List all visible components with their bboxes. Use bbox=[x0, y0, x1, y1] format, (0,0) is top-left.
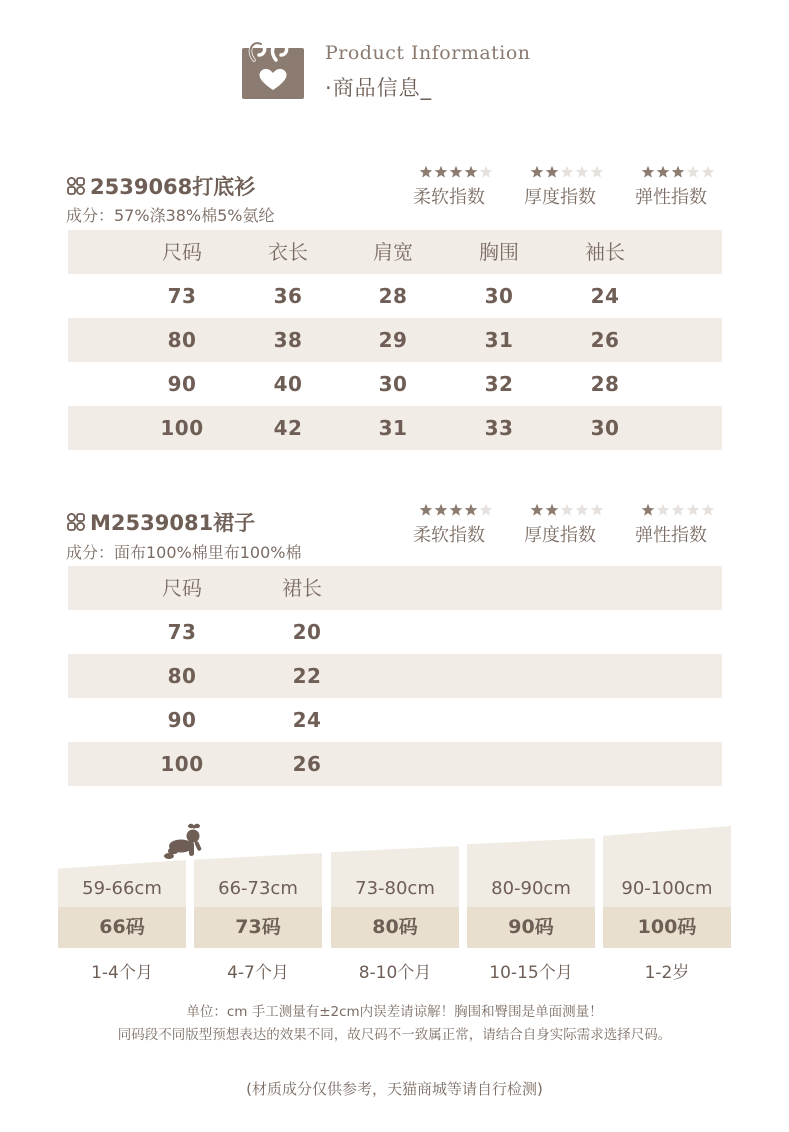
table-row bbox=[68, 698, 722, 742]
star-empty-icon bbox=[590, 503, 604, 517]
step-code: 66码 bbox=[99, 916, 145, 938]
star-filled-icon bbox=[545, 503, 559, 517]
star-filled-icon bbox=[656, 165, 670, 179]
step-age: 1-2岁 bbox=[644, 963, 690, 983]
star-rating bbox=[635, 503, 735, 518]
header-title-zh: ·商品信息_ bbox=[325, 76, 433, 100]
step-range: 90-100cm bbox=[621, 878, 713, 899]
star-empty-icon bbox=[479, 165, 493, 179]
table-header-row bbox=[68, 566, 722, 610]
table-cell: 26 bbox=[292, 752, 322, 776]
size-step bbox=[194, 850, 322, 983]
step-code: 90码 bbox=[508, 916, 554, 938]
star-filled-icon bbox=[464, 165, 478, 179]
table-row bbox=[68, 362, 722, 406]
index-softness bbox=[413, 503, 513, 547]
star-filled-icon bbox=[434, 165, 448, 179]
product-title-text: 2539068打底衫 bbox=[90, 175, 256, 199]
col-header: 衣长 bbox=[268, 240, 308, 264]
index-thickness bbox=[524, 165, 624, 209]
step-age: 1-4个月 bbox=[91, 963, 153, 983]
table-cell: 32 bbox=[484, 372, 514, 396]
col-header: 尺码 bbox=[162, 240, 202, 264]
size-step bbox=[331, 850, 459, 983]
size-table-top bbox=[68, 230, 722, 450]
table-cell: 42 bbox=[273, 416, 303, 440]
step-range: 80-90cm bbox=[491, 878, 571, 899]
table-cell: 38 bbox=[273, 328, 303, 352]
table-cell: 28 bbox=[590, 372, 620, 396]
size-step bbox=[467, 850, 595, 983]
product-title bbox=[66, 171, 255, 201]
star-empty-icon bbox=[560, 165, 574, 179]
table-cell: 80 bbox=[167, 328, 197, 352]
index-elasticity bbox=[635, 165, 735, 209]
note-unit: 单位：cm 手工测量有±2cm内误差请谅解！胸围和臀围是单面测量！ bbox=[186, 1004, 603, 1020]
star-filled-icon bbox=[671, 165, 685, 179]
star-rating bbox=[413, 165, 513, 180]
star-empty-icon bbox=[656, 503, 670, 517]
table-cell: 36 bbox=[273, 284, 303, 308]
index-label: 弹性指数 bbox=[635, 187, 707, 208]
index-label: 柔软指数 bbox=[413, 525, 485, 546]
table-cell: 31 bbox=[484, 328, 514, 352]
table-cell: 90 bbox=[167, 372, 197, 396]
star-rating bbox=[635, 165, 735, 180]
star-filled-icon bbox=[434, 503, 448, 517]
col-header: 裙长 bbox=[282, 576, 322, 600]
table-row bbox=[68, 610, 722, 654]
col-header: 肩宽 bbox=[373, 240, 413, 264]
star-filled-icon bbox=[530, 503, 544, 517]
product-composition: 成分：面布100%棉里布100%棉 bbox=[66, 543, 302, 562]
step-range: 59-66cm bbox=[82, 878, 162, 899]
table-cell: 29 bbox=[378, 328, 408, 352]
step-code: 80码 bbox=[372, 916, 418, 938]
product-title bbox=[66, 507, 255, 537]
star-empty-icon bbox=[686, 503, 700, 517]
index-label: 厚度指数 bbox=[524, 187, 596, 208]
table-header-row bbox=[68, 230, 722, 274]
index-label: 厚度指数 bbox=[524, 525, 596, 546]
table-row bbox=[68, 318, 722, 362]
table-cell: 73 bbox=[167, 620, 197, 644]
star-empty-icon bbox=[575, 165, 589, 179]
table-cell: 24 bbox=[590, 284, 620, 308]
footer-disclaimer: (材质成分仅供参考，天猫商城等请自行检测) bbox=[246, 1080, 543, 1098]
star-filled-icon bbox=[641, 503, 655, 517]
star-filled-icon bbox=[545, 165, 559, 179]
step-range: 66-73cm bbox=[218, 878, 298, 899]
star-empty-icon bbox=[671, 503, 685, 517]
table-cell: 30 bbox=[484, 284, 514, 308]
star-rating bbox=[524, 165, 624, 180]
size-step bbox=[58, 850, 186, 983]
table-cell: 33 bbox=[484, 416, 514, 440]
product-title-text: M2539081裙子 bbox=[90, 511, 256, 535]
star-filled-icon bbox=[449, 503, 463, 517]
table-cell: 22 bbox=[292, 664, 322, 688]
index-elasticity bbox=[635, 503, 735, 547]
star-empty-icon bbox=[701, 503, 715, 517]
star-empty-icon bbox=[590, 165, 604, 179]
star-filled-icon bbox=[464, 503, 478, 517]
star-empty-icon bbox=[575, 503, 589, 517]
step-age: 8-10个月 bbox=[358, 963, 432, 983]
table-row bbox=[68, 654, 722, 698]
step-range: 73-80cm bbox=[355, 878, 435, 899]
star-rating bbox=[524, 503, 624, 518]
col-header: 尺码 bbox=[162, 576, 202, 600]
step-age: 10-15个月 bbox=[489, 963, 573, 983]
star-filled-icon bbox=[419, 165, 433, 179]
star-filled-icon bbox=[641, 165, 655, 179]
star-rating bbox=[413, 503, 513, 518]
size-table-skirt bbox=[68, 566, 722, 786]
table-cell: 20 bbox=[292, 620, 322, 644]
index-softness bbox=[413, 165, 513, 209]
star-filled-icon bbox=[449, 165, 463, 179]
star-empty-icon bbox=[560, 503, 574, 517]
size-step bbox=[603, 850, 731, 983]
table-row bbox=[68, 742, 722, 786]
table-cell: 30 bbox=[590, 416, 620, 440]
header-title-en: Product Information bbox=[325, 42, 531, 64]
star-empty-icon bbox=[686, 165, 700, 179]
col-header: 袖长 bbox=[585, 240, 625, 264]
table-row bbox=[68, 406, 722, 450]
star-empty-icon bbox=[479, 503, 493, 517]
table-cell: 31 bbox=[378, 416, 408, 440]
step-code: 73码 bbox=[235, 916, 281, 938]
table-cell: 40 bbox=[273, 372, 303, 396]
grid-flower-icon bbox=[66, 512, 86, 532]
table-cell: 90 bbox=[167, 708, 197, 732]
index-thickness bbox=[524, 503, 624, 547]
product-composition: 成分：57%涤38%棉5%氨纶 bbox=[66, 206, 275, 225]
table-cell: 80 bbox=[167, 664, 197, 688]
star-filled-icon bbox=[530, 165, 544, 179]
col-header: 胸围 bbox=[479, 240, 519, 264]
step-code: 100码 bbox=[637, 916, 697, 938]
table-cell: 30 bbox=[378, 372, 408, 396]
table-cell: 26 bbox=[590, 328, 620, 352]
grid-flower-icon bbox=[66, 176, 86, 196]
index-label: 弹性指数 bbox=[635, 525, 707, 546]
brand-logo-icon bbox=[241, 38, 305, 100]
star-filled-icon bbox=[419, 503, 433, 517]
index-label: 柔软指数 bbox=[413, 187, 485, 208]
table-cell: 100 bbox=[160, 752, 204, 776]
table-row bbox=[68, 274, 722, 318]
table-cell: 100 bbox=[160, 416, 204, 440]
step-age: 4-7个月 bbox=[227, 963, 289, 983]
note-size-variance: 同码段不同版型预想表达的效果不同，故尺码不一致属正常，请结合自身实际需求选择尺码。 bbox=[117, 1027, 672, 1043]
table-cell: 28 bbox=[378, 284, 408, 308]
star-empty-icon bbox=[701, 165, 715, 179]
table-cell: 73 bbox=[167, 284, 197, 308]
table-cell: 24 bbox=[292, 708, 322, 732]
